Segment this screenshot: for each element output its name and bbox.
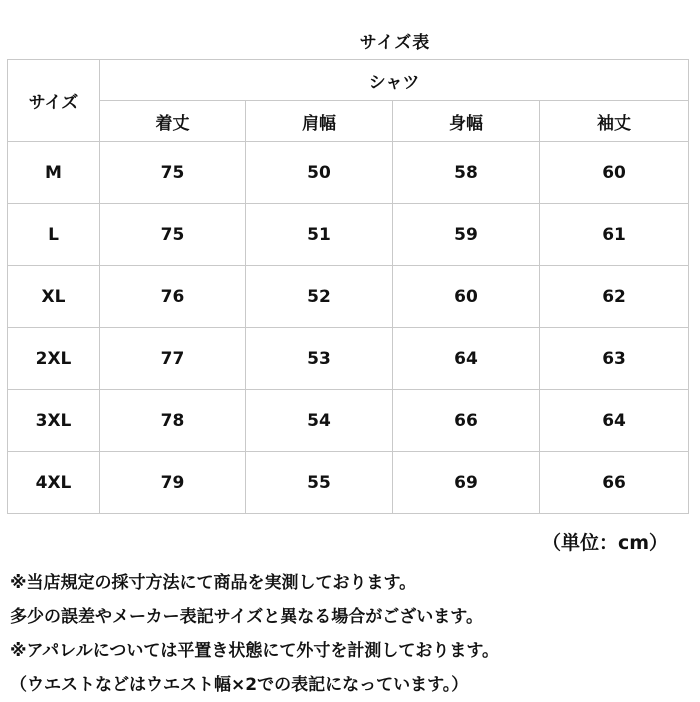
size-label: 4XL — [8, 452, 100, 514]
table-row — [8, 204, 689, 266]
size-label: 2XL — [8, 328, 100, 390]
cell-length: 75 — [100, 204, 246, 266]
column-header-length: 着丈 — [100, 101, 246, 142]
size-label: 3XL — [8, 390, 100, 452]
table-row — [8, 452, 689, 514]
size-label: L — [8, 204, 100, 266]
cell-chest: 64 — [393, 328, 540, 390]
cell-chest: 60 — [393, 266, 540, 328]
cell-shoulder: 53 — [246, 328, 393, 390]
cell-sleeve: 61 — [540, 204, 689, 266]
cell-shoulder: 51 — [246, 204, 393, 266]
note-line: （ウエストなどはウエスト幅×2での表記になっています。） — [10, 675, 469, 695]
cell-sleeve: 62 — [540, 266, 689, 328]
cell-sleeve: 60 — [540, 142, 689, 204]
cell-chest: 69 — [393, 452, 540, 514]
unit-label: （単位：cm） — [541, 532, 668, 554]
cell-chest: 59 — [393, 204, 540, 266]
cell-chest: 66 — [393, 390, 540, 452]
cell-length: 75 — [100, 142, 246, 204]
size-label: M — [8, 142, 100, 204]
size-table — [7, 59, 689, 514]
cell-chest: 58 — [393, 142, 540, 204]
table-row — [8, 142, 689, 204]
cell-shoulder: 55 — [246, 452, 393, 514]
note-line: ※アパレルについては平置き状態にて外寸を計測しております。 — [10, 641, 500, 661]
table-subheader-row — [8, 101, 689, 142]
shirt-group-header: シャツ — [100, 60, 689, 101]
cell-length: 79 — [100, 452, 246, 514]
cell-shoulder: 54 — [246, 390, 393, 452]
cell-shoulder: 52 — [246, 266, 393, 328]
note-line: ※当店規定の採寸方法にて商品を実測しております。 — [10, 573, 417, 593]
note-line: 多少の誤差やメーカー表記サイズと異なる場合がございます。 — [10, 607, 483, 627]
size-label: XL — [8, 266, 100, 328]
column-header-sleeve: 袖丈 — [540, 101, 689, 142]
cell-length: 76 — [100, 266, 246, 328]
table-header-row — [8, 60, 689, 101]
page-title: サイズ表 — [359, 33, 431, 53]
cell-length: 77 — [100, 328, 246, 390]
cell-sleeve: 64 — [540, 390, 689, 452]
table-row — [8, 390, 689, 452]
cell-length: 78 — [100, 390, 246, 452]
cell-shoulder: 50 — [246, 142, 393, 204]
size-column-header: サイズ — [8, 60, 100, 142]
cell-sleeve: 63 — [540, 328, 689, 390]
column-header-shoulder: 肩幅 — [246, 101, 393, 142]
table-row — [8, 328, 689, 390]
notes — [10, 566, 499, 702]
cell-sleeve: 66 — [540, 452, 689, 514]
column-header-chest: 身幅 — [393, 101, 540, 142]
table-row — [8, 266, 689, 328]
